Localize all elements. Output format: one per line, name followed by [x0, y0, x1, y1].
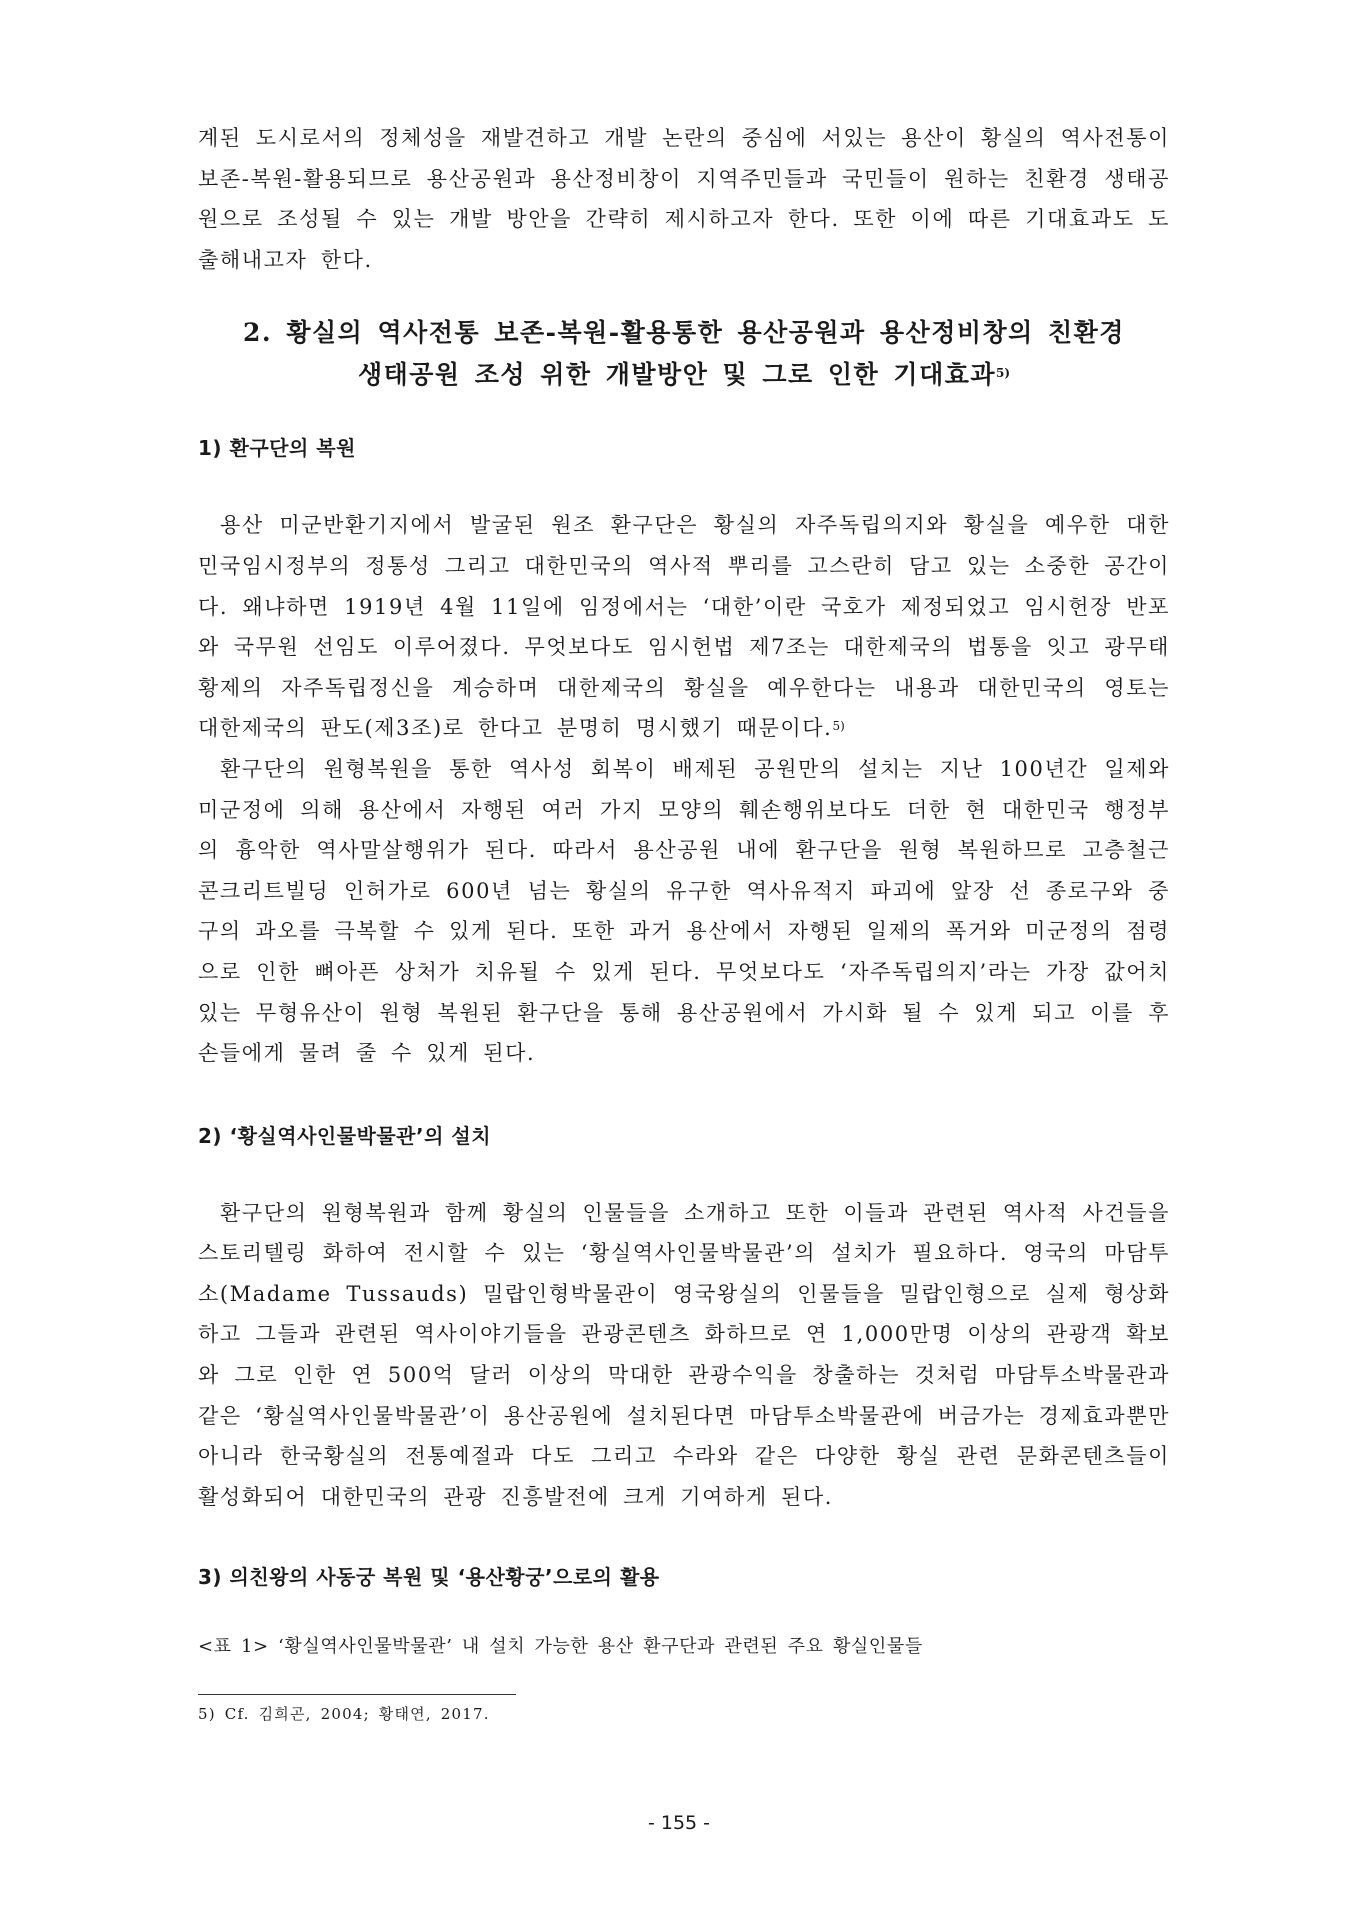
table-caption: <표 1> ‘황실역사인물박물관’ 내 설치 가능한 용산 환구단과 관련된 주요 황실인물들 — [198, 1636, 923, 1658]
footnote-ref[interactable]: 5) — [832, 719, 845, 734]
section-title-line1: 2. 황실의 역사전통 보존-복원-활용통한 용산공원과 용산정비창의 친환경 — [243, 318, 1125, 348]
section-title — [198, 312, 1170, 396]
subsection-2-paragraph-1: 환구단의 원형복원과 함께 황실의 인물들을 소개하고 또한 이들과 관련된 역사적 사건들을 스토리텔링 화하여 전시할 수 있는 ‘황실역사인물박물관’의 설치가 필요하다. 영국의 마담투소(Madame Tussauds) 밀랍인형박물관이 영국왕실의 인물들을 밀랍인형으로 실제 형상화 하고 그들과 관련된 역사이야기들을 관광콘텐츠 화하므로 연 1,000만명 이상의 관광객 확보와 그로 인한 연 500억 달러 이상의 막대한 관광수익을 창출하는 것처럼 마담투소박물관과 같은 ‘황실역사인물박물관’이 용산공원에 설치된다면 마담투소박물관에 버금가는 경제효과뿐만 아니라 한국황실의 전통예절과 다도 그리고 수라와 같은 다양한 황실 관련 문화콘텐츠들이 활성화되어 대한민국의 관광 진흥발전에 크게 기여하게 된다. — [198, 1200, 1170, 1509]
footnote-ref[interactable]: 5) — [996, 366, 1011, 381]
subsection-title-1: 1) 환구단의 복원 — [198, 436, 356, 461]
section-title-line2: 생태공원 조성 위한 개발방안 및 그로 인한 기대효과 — [357, 360, 997, 390]
page-number: - 155 - — [647, 1812, 711, 1834]
subsection-1-paragraph-1 — [198, 505, 1170, 749]
subsection-1-paragraph-2: 환구단의 원형복원을 통한 역사성 회복이 배제된 공원만의 설치는 지난 100년간 일제와 미군정에 의해 용산에서 자행된 여러 가지 모양의 훼손행위보다도 더한 현 대한민국 행정부의 흉악한 역사말살행위가 된다. 따라서 용산공원 내에 환구단을 원형 복원하므로 고층철근콘크리트빌딩 인허가로 600년 넘는 황실의 유구한 역사유적지 파괴에 앞장 선 종로구와 중구의 과오를 극복할 수 있게 된다. 또한 과거 용산에서 자행된 일제의 폭거와 미군정의 점령으로 인한 뼈아픈 상처가 치유될 수 있게 된다. 무엇보다도 ‘자주독립의지’라는 가장 값어치 있는 무형유산이 원형 복원된 환구단을 통해 용산공원에서 가시화 될 수 있게 되고 이를 후손들에게 물려 줄 수 있게 된다. — [198, 756, 1170, 1066]
intro-paragraph: 계된 도시로서의 정체성을 재발견하고 개발 논란의 중심에 서있는 용산이 황실의 역사전통이 보존-복원-활용되므로 용산공원과 용산정비창이 지역주민들과 국민들이 원하는 친환경 생태공원으로 조성될 수 있는 개발 방안을 간략히 제시하고자 한다. 또한 이에 따른 기대효과도 도출해내고자 한다. — [198, 126, 1170, 272]
subsection-title-2: 2) ‘황실역사인물박물관’의 설치 — [198, 1123, 492, 1148]
footnote: 5) Cf. 김희곤, 2004; 황태연, 2017. — [198, 1705, 490, 1724]
page-body — [198, 118, 1170, 1724]
paragraph-text: 용산 미군반환기지에서 발굴된 원조 환구단은 황실의 자주독립의지와 황실을 예우한 대한민국임시정부의 정통성 그리고 대한민국의 역사적 뿌리를 고스란히 담고 있는 소중한 공간이다. 왜냐하면 1919년 4월 11일에 임정에서는 ‘대한’이란 국호가 제정되었고 임시헌장 반포와 국무원 선임도 이루어졌다. 무엇보다도 임시헌법 제7조는 대한제국의 법통을 잇고 광무태황제의 자주독립정신을 계승하며 대한제국의 황실을 예우한다는 내용과 대한민국의 영토는 대한제국의 판도(제3조)로 한다고 분명히 명시했기 때문이다. — [198, 513, 1170, 741]
subsection-title-3: 3) 의친왕의 사동궁 복원 및 ‘용산황궁’으로의 활용 — [198, 1565, 660, 1590]
footnote-divider — [198, 1694, 516, 1695]
